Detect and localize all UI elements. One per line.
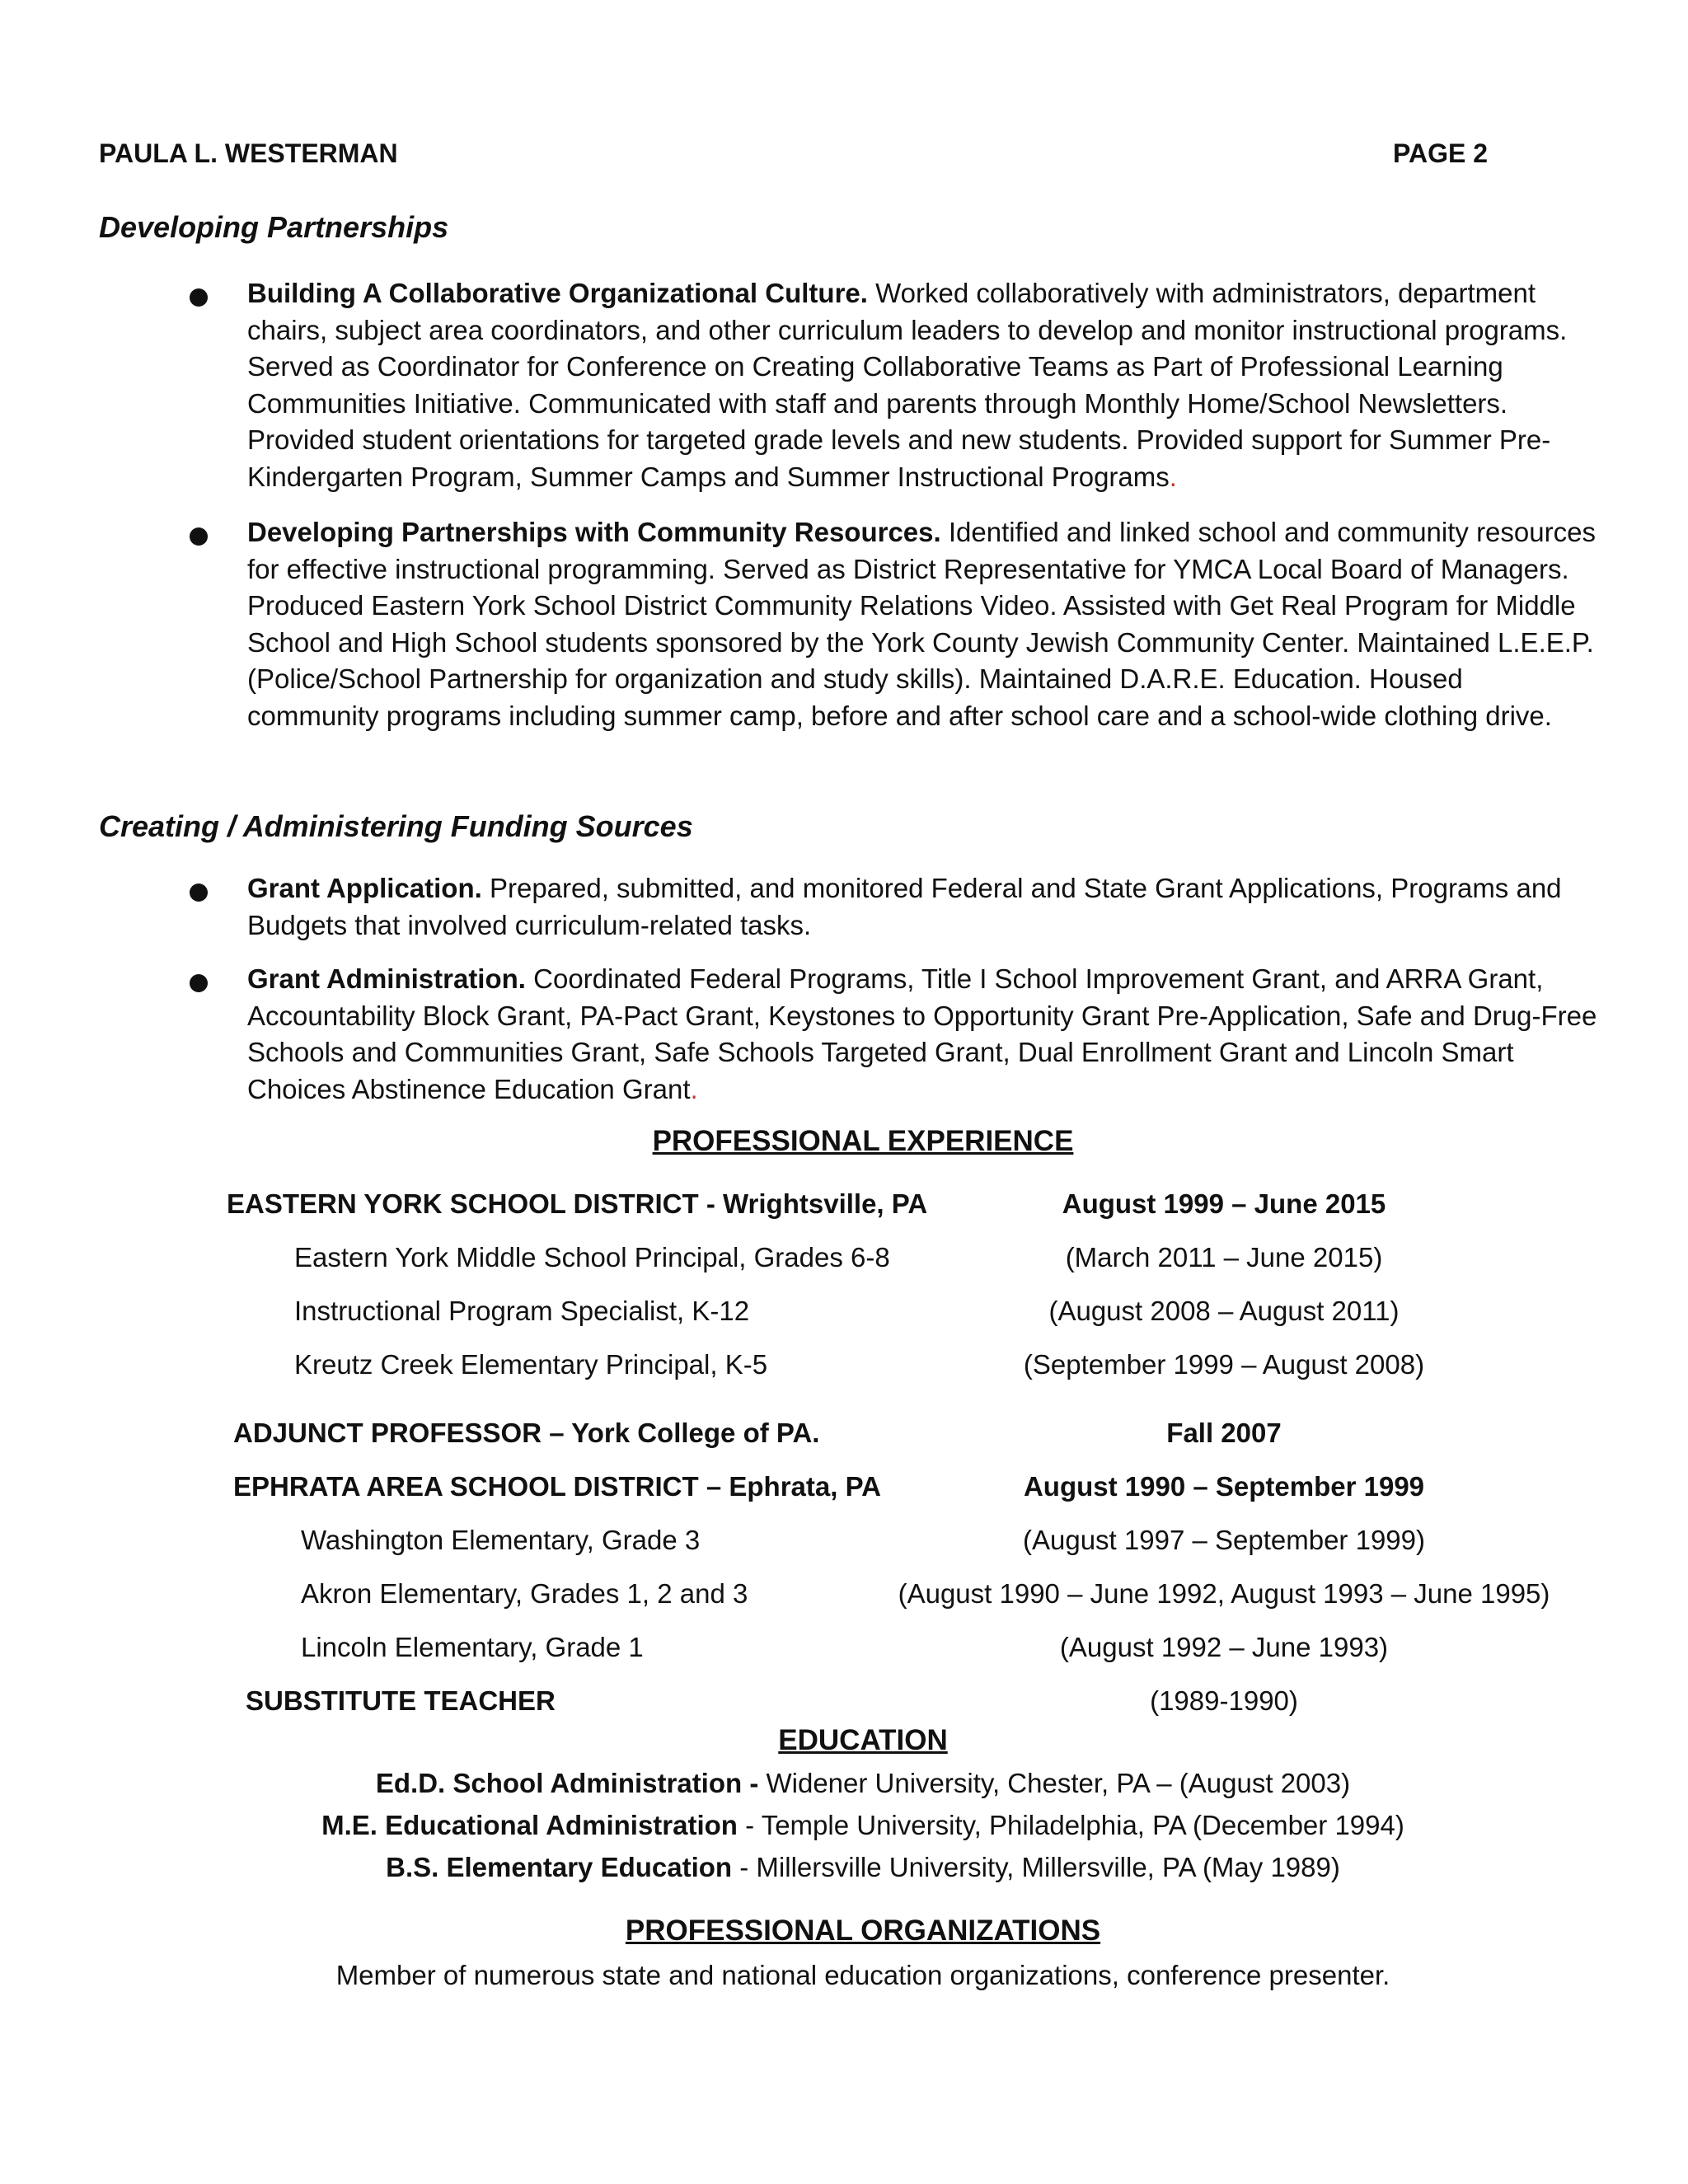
degree-bs [0,1852,1688,1883]
organizations-text: Member of numerous state and national education organizations, conference presenter. [335,1960,1390,1990]
section-title-experience: PROFESSIONAL EXPERIENCE [652,1125,1074,1157]
item-text: Worked collaboratively with administrators, department chairs, subject area coordinators, and other curriculum leaders to develop and monitor instructional programs. Served as Coordinator for Conference on Creating Collaborative Teams as Part of Professional Learning Communities Initiative. Communicated with staff and parents through Monthly Home/School Newsletters. Provided student orientations for targeted grade levels and new students. Provided support for Summer Pre-Kindergarten Program, Summer Camps and Summer Instructional Programs [247,278,1568,492]
partnership-item-1 [247,275,1599,495]
employer-adjunct: ADJUNCT PROFESSOR – York College of PA. [233,1418,820,1448]
resume-name: PAULA L. WESTERMAN [99,138,398,168]
bullet-icon [190,527,208,546]
role-ey-2-dates: (August 2008 – August 2011) [1048,1296,1400,1326]
employer-ephrata: EPHRATA AREA SCHOOL DISTRICT – Ephrata, PA [233,1471,881,1502]
dates-eastern-york: August 1999 – June 2015 [1062,1188,1386,1219]
bullet-icon [190,883,208,902]
role-ey-3: Kreutz Creek Elementary Principal, K-5 [294,1349,768,1380]
role-ea-1: Washington Elementary, Grade 3 [301,1525,701,1555]
degree-name: Ed.D. School Administration - [375,1768,759,1798]
section-title-funding: Creating / Administering Funding Sources [99,809,693,843]
role-ey-2: Instructional Program Specialist, K-12 [294,1296,750,1326]
section-title-education: EDUCATION [778,1724,948,1756]
item-lead: Grant Application. [247,873,482,903]
item-text: Prepared, submitted, and monitored Federal and State Grant Applications, Programs and Budgets that involved curriculum-related tasks. [247,873,1562,940]
item-end: . [1169,461,1177,492]
dates-ephrata: August 1990 – September 1999 [1023,1471,1425,1502]
role-ea-3-dates: (August 1992 – June 1993) [1059,1632,1389,1662]
degree-detail: - Temple University, Philadelphia, PA (December 1994) [737,1810,1404,1840]
item-lead: Building A Collaborative Organizational Culture. [247,278,868,308]
funding-item-2 [247,961,1599,1108]
bullet-icon [190,974,208,992]
degree-detail: - Millersville University, Millersville, PA (May 1989) [732,1852,1340,1882]
role-ea-3: Lincoln Elementary, Grade 1 [301,1632,644,1662]
dates-substitute: (1989-1990) [1150,1685,1298,1716]
item-lead: Grant Administration. [247,963,526,994]
item-text: Coordinated Federal Programs, Title I School Improvement Grant, and ARRA Grant, Accountability Block Grant, PA-Pact Grant, Keystones to Opportunity Grant Pre-Application, Safe and Drug-Free Schools and Communities Grant, Safe Schools Targeted Grant, Dual Enrollment Grant and Lincoln Smart Choices Abstinence Education Grant [247,963,1597,1104]
role-ey-1-dates: (March 2011 – June 2015) [1065,1242,1383,1272]
degree-me [0,1810,1688,1841]
employer-eastern-york: EASTERN YORK SCHOOL DISTRICT - Wrightsville, PA [227,1188,928,1219]
role-ea-1-dates: (August 1997 – September 1999) [1023,1525,1425,1555]
bullet-icon [190,288,208,307]
item-text: Identified and linked school and community resources for effective instructional programming. Served as District Representative for YMCA Local Board of Managers. Produced Eastern York School District Community Relations Video. Assisted with Get Real Program for Middle School and High School students sponsored by the York County Jewish Community Center. Maintained L.E.E.P. (Police/School Partnership for organization and study skills). Maintained D.A.R.E. Education. Housed community programs including summer camp, before and after school care and a school-wide clothing drive. [247,517,1596,731]
section-title-partnerships: Developing Partnerships [99,210,449,244]
degree-name: M.E. Educational Administration [321,1810,738,1840]
role-ea-2-dates: (August 1990 – June 1992, August 1993 – June 1995) [898,1578,1550,1609]
degree-name: B.S. Elementary Education [386,1852,733,1882]
role-ey-1: Eastern York Middle School Principal, Grades 6-8 [294,1242,890,1272]
item-lead: Developing Partnerships with Community Resources. [247,517,941,547]
page-number: PAGE 2 [1393,138,1488,168]
section-title-organizations: PROFESSIONAL ORGANIZATIONS [625,1915,1101,1947]
dates-adjunct: Fall 2007 [1166,1418,1282,1448]
degree-edd [0,1768,1688,1799]
funding-item-1 [247,870,1599,944]
role-ea-2: Akron Elementary, Grades 1, 2 and 3 [301,1578,748,1609]
role-ey-3-dates: (September 1999 – August 2008) [1023,1349,1425,1380]
item-end: . [690,1073,698,1104]
degree-detail: Widener University, Chester, PA – (August 2003) [758,1768,1351,1798]
employer-substitute: SUBSTITUTE TEACHER [246,1685,556,1716]
partnership-item-2 [247,514,1599,734]
